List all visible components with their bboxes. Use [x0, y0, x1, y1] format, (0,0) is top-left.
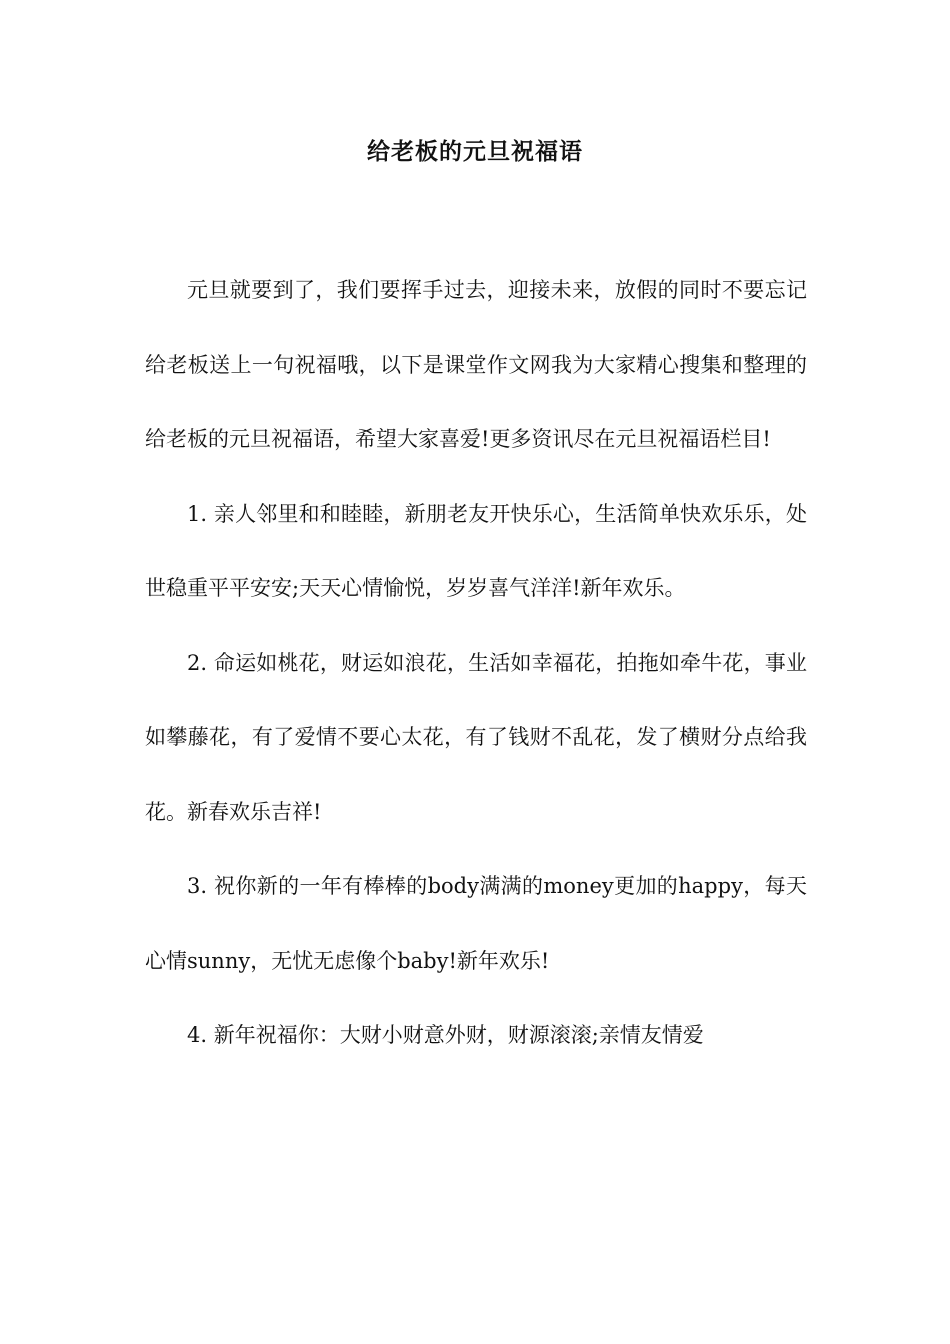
document-title: 给老板的元旦祝福语 [367, 138, 583, 165]
paragraph-intro: 元旦就要到了，我们要挥手过去，迎接未来，放假的同时不要忘记给老板送上一句祝福哦，以下是课堂作文网我为大家精心搜集和整理的给老板的元旦祝福语，希望大家喜爱!更多资讯尽在元旦祝福语栏目! [145, 278, 807, 451]
paragraph-item-1: 1. 亲人邻里和和睦睦，新朋老友开快乐心，生活简单快欢乐乐，处世稳重平平安安;天天心情愉悦，岁岁喜气洋洋!新年欢乐。 [145, 501, 807, 600]
paragraph-item-4: 4. 新年祝福你：大财小财意外财，财源滚滚;亲情友情爱 [187, 1023, 704, 1047]
document-body [145, 253, 807, 1073]
paragraph-item-2: 2. 命运如桃花，财运如浪花，生活如幸福花，拍拖如牵牛花，事业如攀藤花，有了爱情不要心太花，有了钱财不乱花，发了横财分点给我花。新春欢乐吉祥! [145, 650, 807, 824]
paragraph-item-3: 3. 祝你新的一年有棒棒的body满满的money更加的happy，每天心情sunny，无忧无虑像个baby!新年欢乐! [145, 874, 807, 973]
